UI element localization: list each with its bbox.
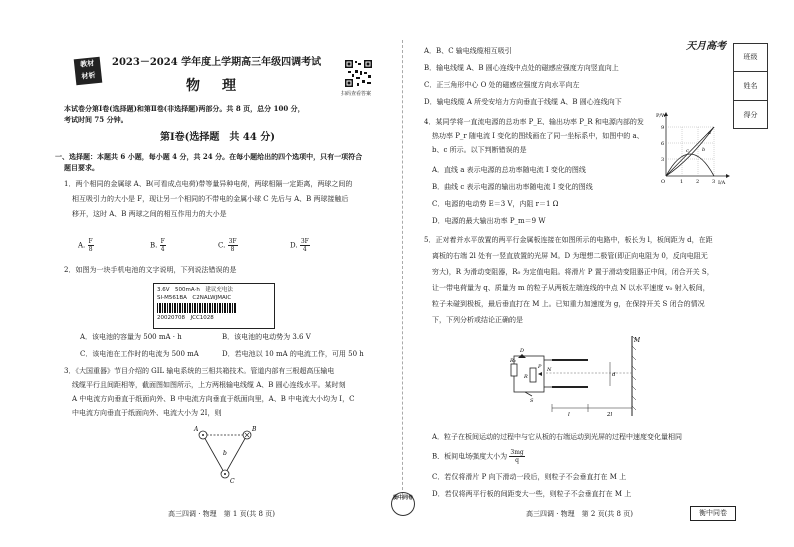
q2-stem: 2．如图为一块手机电池的文字说明，下列说法错误的是 [64,266,237,274]
q1-a-num: F [88,238,93,245]
q5-line6: 下，下列分析或结论正确的是 [432,316,523,324]
q1-a-den: 8 [88,246,93,253]
q5-circuit-figure [510,332,640,420]
q4-line1: 4．某同学将一直流电源的总功率 P_E、输出功率 P_R 和电源内部的发 [424,118,644,126]
q5-label-d: d [612,372,616,378]
q5-option-d[interactable]: D．若仅将两平行板的间距变大一些，则粒子不会垂直打在 M 上 [432,490,632,498]
q2-option-c[interactable]: C．该电池在工作时的电流为 500 mA [80,350,199,358]
q3-label-b: B [252,426,257,433]
q1-option-c-value [228,238,238,253]
q3-cable-figure [190,425,260,485]
q4-option-b[interactable]: B．曲线 c 表示电源的输出功率随电流 I 变化的图线 [432,183,593,191]
section1-instruction-line1: 一、选择题：本题共 6 小题，每小题 4 分，共 24 分。在每小题给出的四个选项中，只有一项符合 [55,152,363,161]
q5-label-n: N [547,367,552,373]
q2-option-d[interactable]: D．若电池以 10 mA 的电流工作，可用 50 h [222,350,364,358]
q5-label-r: R [524,374,528,380]
q5-b-den: q [515,457,519,464]
q1-option-d-value [300,238,310,253]
q4-option-a[interactable]: A．直线 a 表示电源的总功率随电流 I 变化的图线 [432,166,586,174]
battery-barcode [157,303,237,313]
q1-option-a[interactable] [78,238,94,253]
q3-option-d[interactable]: D．输电线缆 A 所受安培力方向垂直于线缆 A、B 圆心连线向下 [424,98,622,106]
badge-line1: 教材 [79,59,95,69]
q3-line1: 3．《大国重器》节目介绍的 GIL 输电系统的三相共箱技术。管道内部有三根超高压输电 [64,367,335,375]
name-label: 姓名 [743,82,758,90]
q5-option-b[interactable] [432,449,525,464]
battery-label-row2: SI-M561BA C2NALWJMAIC [157,295,232,301]
battery-label-row3: 20020708 JCC1028 [157,315,214,321]
q1-line3: 移开，这时 A、B 两球之间的相互作用力的大小是 [72,210,227,218]
q3-label-center: b [223,450,227,457]
q5-line2: 离板的右端 2l 处有一竖直放置的光屏 M。D 为理想二极管(即正向电阻为 0，反向电阻无 [432,252,708,260]
stamp-text: 衡中同卷 [699,509,727,517]
q1-c-num: 3F [228,238,237,245]
subject-title: 物 理 [186,78,240,94]
q3-label-a: A [194,426,199,433]
page-fold [402,40,403,500]
score-field[interactable] [734,101,767,129]
q5-label-p: P [538,364,542,370]
center-logo [391,492,415,516]
q4-curve-a: a [708,130,711,136]
q5-line1: 5．正对着并水平放置的两平行金属板连接在如图所示的电路中，板长为 l，板间距为 d，在距 [424,236,713,244]
q5-line4: 让一带电荷量为 q、质量为 m 的粒子从两板左端连线的中点 N 以水平速度 v₀ 射入板间， [432,284,710,292]
q5-option-c[interactable]: C．若仅将滑片 P 向下滑动一段后，则粒子不会垂直打在 M 上 [432,473,627,481]
q4-option-c[interactable]: C．电源的电动势 E＝3 V，内阻 r＝1 Ω [432,200,559,208]
q3-option-b[interactable]: B．输电线缆 A、B 圆心连线中点处的磁感应强度方向竖直向上 [424,64,619,72]
q1-b-den: 4 [160,246,165,253]
q4-option-d[interactable]: D．电源的最大输出功率 P_m＝9 W [432,217,546,225]
q5-label-l: l [568,412,570,418]
q5-label-diode: D [520,348,525,354]
center-logo-text: 衡中同卷 [392,495,413,501]
q4-curve-b: b [702,147,706,153]
q5-label-s: S [530,398,534,404]
q1-option-d-label: D. [290,241,298,250]
battery-label [153,283,275,329]
q4-ytick-6: 6 [661,141,665,147]
brand-logo: 天月高考 [686,41,726,52]
student-info-box [733,43,768,129]
q3-line3: A 中电流方向垂直于纸面向外、B 中电流方向垂直于纸面向里，A、B 中电流大小均为 I，C [72,395,355,403]
q4-ytick-9: 9 [661,125,665,131]
q3-option-a[interactable]: A．B、C 输电线缆相互吸引 [424,47,512,55]
q2-option-a[interactable]: A．该电池的容量为 500 mA · h [80,333,182,341]
q5-option-b-text: B．板间电场强度大小为 [432,452,508,461]
footer-left: 高三四调 · 物理 第 1 页(共 8 页) [168,510,275,518]
class-label: 班级 [743,53,758,61]
q4-graph-xlabel: I/A [718,180,726,186]
q1-option-a-label: A. [78,241,86,250]
q1-line2: 相互吸引力的大小是 F，现让另一个相同的不带电的金属小球 C 先后与 A、B 两球接触后 [72,195,349,203]
stamp-box [690,506,736,521]
q2-option-b[interactable]: B．该电池的电动势为 3.6 V [222,333,311,341]
q1-line1: 1．两个相同的金属球 A、B(可看成点电荷)带等量异种电荷，两球相隔一定距离，两球之间的 [64,180,353,188]
q5-option-a[interactable]: A．粒子在板间运动的过程中与它从板的右端运动到光屏的过程中速度变化量相同 [432,433,683,441]
name-field[interactable] [734,72,767,101]
score-label: 得分 [743,111,758,119]
q1-option-b-value [160,238,166,253]
q1-option-a-value [88,238,94,253]
q4-line3: b、c 所示。以下判断错误的是 [432,146,527,154]
intro-line2: 考试时间 75 分钟。 [64,115,128,124]
q1-option-d[interactable] [290,238,310,253]
q5-line5: 粒子未碰到极板，最后垂直打在 M 上。已知重力加速度为 g，在保持开关 S 闭合的情况 [432,300,705,308]
section1-title: 第Ⅰ卷(选择题 共 44 分) [160,132,276,143]
q5-label-m: M [634,337,640,344]
q1-option-b[interactable] [150,238,166,253]
q4-graph-ylabel: P/W [656,113,667,119]
q3-line2: 线缆平行且间距相等，截面图如图所示，上方两根输电线缆 A、B 圆心连线水平。某时刻 [72,381,346,389]
footer-right: 高三四调 · 物理 第 2 页(共 8 页) [526,510,633,518]
q3-option-c[interactable]: C．正三角形中心 O 处的磁感应强度方向水平向左 [424,81,580,89]
q5-b-num: 3mg [510,449,524,456]
q4-power-graph [656,112,730,188]
q1-option-c[interactable] [218,238,238,253]
q1-option-b-label: B. [150,241,158,250]
q3-line4: 中电流方向垂直于纸面向外、电流大小为 2I，则 [72,409,222,417]
q4-xtick-3: 3 [712,179,716,185]
q4-ytick-3: 3 [661,157,665,163]
q5-option-b-value [509,449,524,464]
badge-line2: 材析 [81,71,96,81]
intro-line1: 本试卷分第Ⅰ卷(选择题)和第Ⅱ卷(非选择题)两部分。共 8 页，总分 100 分， [64,104,305,113]
q1-option-c-label: C. [218,241,226,250]
q5-line3: 穷大)，R 为滑动变阻器，R₀ 为定值电阻。将滑片 P 置于滑动变阻器正中间，闭合开关 S， [432,268,714,276]
battery-label-row1: 3.6V 500mA·h 建议充电法 [157,287,233,293]
class-field[interactable] [734,44,767,72]
q4-line2: 热功率 P_r 随电流 I 变化的图线画在了同一坐标系中，如图中的 a、 [432,132,644,140]
q1-b-num: F [160,238,165,245]
q5-label-r0: R₀ [510,358,516,364]
qr-caption: 扫码查看答案 [341,91,372,97]
q3-label-c: C [230,478,235,485]
q1-d-num: 3F [300,238,309,245]
q4-origin: O [661,179,666,185]
qr-code[interactable] [344,59,373,88]
q4-xtick-2: 2 [696,179,700,185]
q4-xtick-1: 1 [680,179,684,185]
qr-code-graphic [344,59,373,88]
section1-instruction-line2: 题目要求。 [64,163,99,172]
q1-c-den: 8 [230,246,235,253]
exam-title: 2023－2024 学年度上学期高三年级四调考试 [112,57,322,68]
q5-label-2l: 2l [607,412,613,418]
q4-curve-c: c [686,148,689,154]
brand-badge [74,57,103,86]
q1-d-den: 4 [302,246,307,253]
